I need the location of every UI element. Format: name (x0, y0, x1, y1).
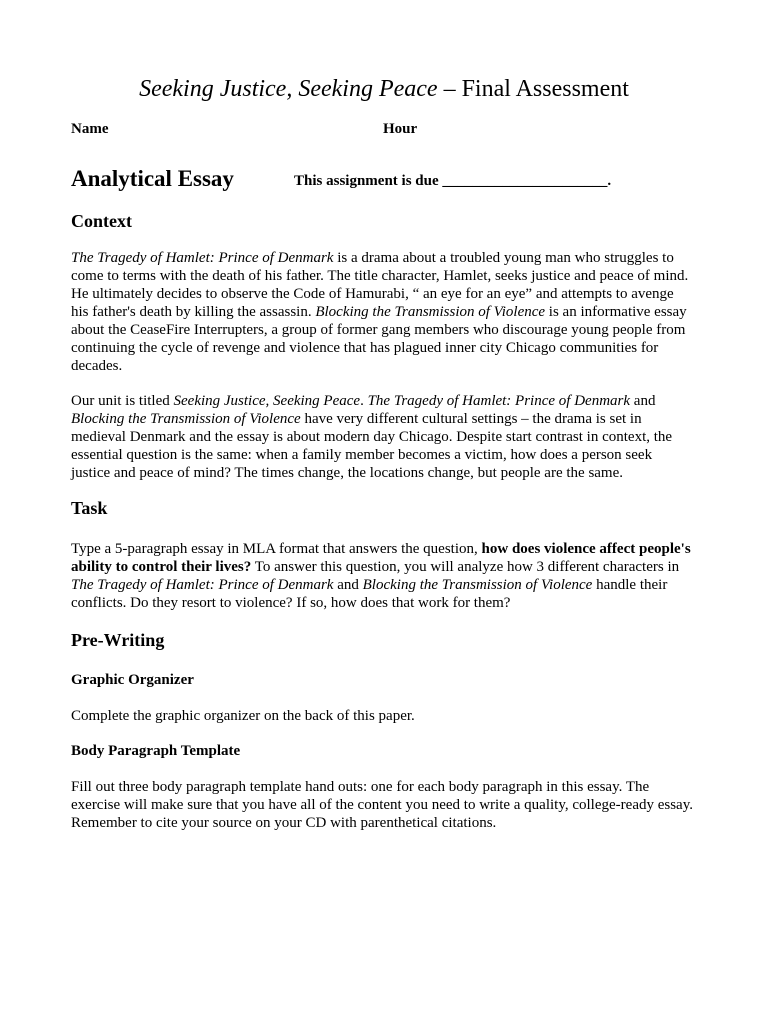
body-paragraph-template-heading: Body Paragraph Template (71, 743, 241, 759)
prewriting-heading: Pre-Writing (71, 630, 165, 650)
due-date-line: This assignment is due ______________________. (294, 173, 612, 189)
essential-question: how does violence affect people's (481, 541, 691, 557)
hamlet-title: The Tragedy of Hamlet: Prince of Denmark (71, 577, 334, 593)
text-run: . (360, 393, 368, 409)
text-run: is a drama about a troubled young man who struggles to (333, 250, 674, 266)
body-paragraph-template-text (71, 778, 701, 832)
text-run: and (333, 577, 363, 593)
text-line: He ultimately decides to observe the Code of Hamurabi, “ an eye for an eye” and attempts to avenge (71, 286, 674, 302)
text-line: decades. (71, 358, 123, 374)
text-line: come to terms with the death of his father. The title character, Hamlet, seeks justice and peace of mind. (71, 268, 689, 284)
task-heading: Task (71, 498, 108, 518)
task-paragraph (71, 540, 701, 612)
hamlet-title: The Tragedy of Hamlet: Prince of Denmark (71, 250, 334, 266)
text-line: about the CeaseFire Interrupters, a group of former gang members who discourage young people from (71, 322, 686, 338)
text-line: conflicts. Do they resort to violence? If so, how does that work for them? (71, 595, 511, 611)
title-italic-part: Seeking Justice, Seeking Peace (139, 76, 438, 102)
text-run: To answer this question, you will analyze how 3 different characters in (251, 559, 680, 575)
essential-question: ability to control their lives? (71, 559, 252, 575)
text-line: continuing the cycle of revenge and violence that has plagued inner city Chicago communities for (71, 340, 659, 356)
name-label: Name (71, 121, 109, 137)
text-run: his father's death by killing the assassin. (71, 304, 316, 320)
text-line: Remember to cite your source on your CD with parenthetical citations. (71, 815, 497, 831)
text-run: is an informative essay (545, 304, 687, 320)
text-line: Fill out three body paragraph template hand outs: one for each body paragraph in this essay. The (71, 779, 650, 795)
context-paragraph-2 (71, 392, 701, 482)
text-run: Our unit is titled (71, 393, 174, 409)
text-run: handle their (592, 577, 668, 593)
hour-label: Hour (383, 121, 418, 137)
context-paragraph-1 (71, 249, 701, 375)
text-run: Type a 5-paragraph essay in MLA format that answers the question, (71, 541, 482, 557)
title-rest-part: – Final Assessment (437, 76, 629, 102)
context-heading: Context (71, 211, 132, 231)
essay-title: Analytical Essay (71, 166, 234, 191)
text-line: justice and peace of mind? The times change, the locations change, but people are the same. (71, 465, 624, 481)
text-run: and (630, 393, 656, 409)
unit-title: Seeking Justice, Seeking Peace (173, 393, 361, 409)
graphic-organizer-text (71, 707, 701, 725)
essay-source-title: Blocking the Transmission of Violence (362, 577, 593, 593)
document-title (0, 74, 768, 104)
text-line: essential question is the same: when a family member becomes a victim, how does a person seek (71, 447, 653, 463)
essay-source-title: Blocking the Transmission of Violence (315, 304, 546, 320)
graphic-organizer-heading: Graphic Organizer (71, 672, 194, 688)
essay-source-title: Blocking the Transmission of Violence (71, 411, 301, 427)
text-line: medieval Denmark and the essay is about modern day Chicago. Despite start contrast in context, the (71, 429, 673, 445)
text-line: exercise will make sure that you have all of the content you need to write a quality, college-ready essay. (71, 797, 693, 813)
text-line: Complete the graphic organizer on the back of this paper. (71, 708, 415, 724)
hamlet-title: The Tragedy of Hamlet: Prince of Denmark (367, 393, 631, 409)
text-run: have very different cultural settings – the drama is set in (300, 411, 642, 427)
